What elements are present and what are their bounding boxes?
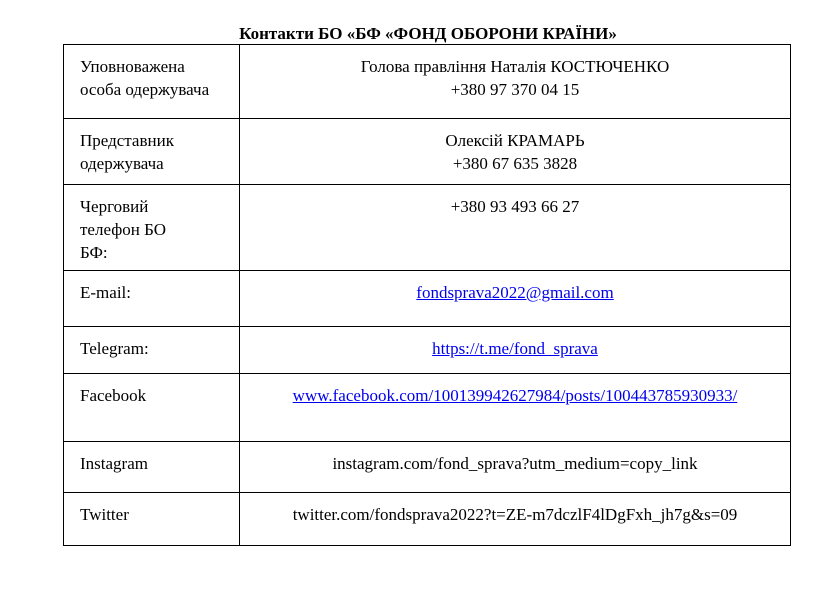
label-email: E-mail:: [64, 271, 240, 327]
authorized-person-name: Голова правління Наталія КОСТЮЧЕНКО: [360, 57, 670, 76]
table-row-facebook: [64, 374, 791, 442]
label-line: телефон БО: [80, 220, 166, 239]
label-line: Уповноважена: [80, 57, 185, 76]
value-twitter: twitter.com/fondsprava2022?t=ZE-m7dczlF4lDgFxh_jh7g&s=09: [240, 493, 791, 546]
label-line: Представник: [80, 131, 174, 150]
label-telegram: Telegram:: [64, 327, 240, 374]
table-row-representative: [64, 119, 791, 185]
contacts-table: [63, 44, 791, 546]
label-line: БФ:: [80, 243, 108, 262]
value-facebook: [240, 374, 791, 442]
label-twitter: Twitter: [64, 493, 240, 546]
label-representative: [64, 119, 240, 185]
table-row-instagram: [64, 442, 791, 493]
duty-phone-number: +380 93 493 66 27: [450, 197, 580, 216]
email-link[interactable]: fondsprava2022@gmail.com: [416, 283, 614, 302]
telegram-link[interactable]: https://t.me/fond_sprava: [432, 339, 598, 358]
representative-phone: +380 67 635 3828: [452, 154, 578, 173]
facebook-link[interactable]: www.facebook.com/100139942627984/posts/100443785930933/: [292, 386, 738, 405]
value-telegram: [240, 327, 791, 374]
table-row-authorized-person: [64, 45, 791, 119]
table-row-telegram: [64, 327, 791, 374]
label-facebook: Facebook: [64, 374, 240, 442]
table-row-duty-phone: [64, 185, 791, 271]
label-authorized-person: [64, 45, 240, 119]
table-row-email: [64, 271, 791, 327]
label-line: Черговий: [80, 197, 149, 216]
label-line: особа одержувача: [80, 80, 210, 99]
document-title: Контакти БО «БФ «ФОНД ОБОРОНИ КРАЇНИ»: [239, 24, 617, 43]
authorized-person-phone: +380 97 370 04 15: [450, 80, 580, 99]
value-instagram: instagram.com/fond_sprava?utm_medium=copy_link: [240, 442, 791, 493]
label-line: одержувача: [80, 154, 164, 173]
label-duty-phone: [64, 185, 240, 271]
representative-name: Олексій КРАМАРЬ: [445, 131, 585, 150]
value-email: [240, 271, 791, 327]
label-instagram: Instagram: [64, 442, 240, 493]
value-representative: [240, 119, 791, 185]
value-authorized-person: [240, 45, 791, 119]
table-row-twitter: [64, 493, 791, 546]
value-duty-phone: [240, 185, 791, 271]
